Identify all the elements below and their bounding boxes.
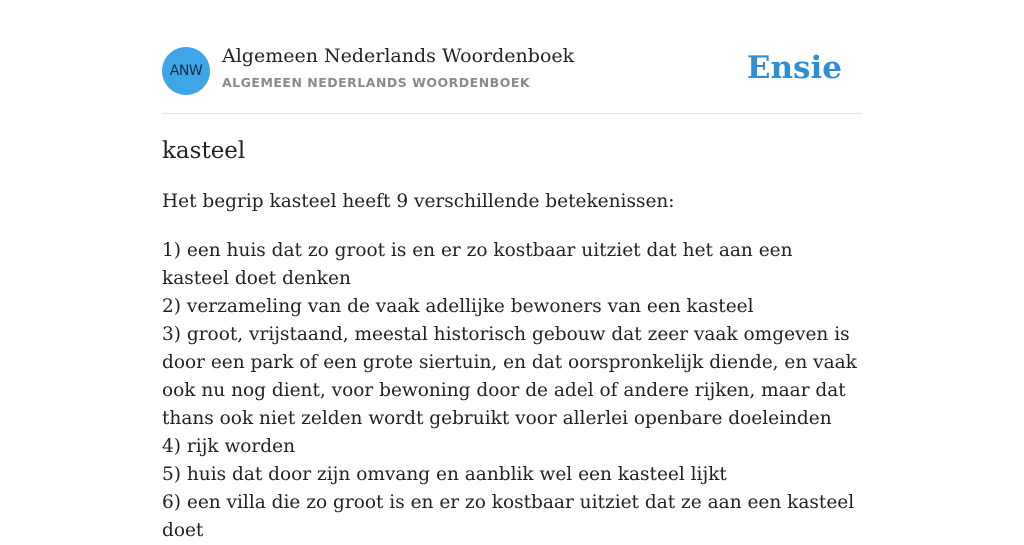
definition-item: 3) groot, vrijstaand, meestal historisch gebouw dat zeer vaak omgeven is door een park of een grote siertuin, en dat oorspronkelijk diende, en vaak ook nu nog dient, voor bewoning door de adel of andere rijken, maar dat thans ook niet zelden wordt gebruikt voor allerlei openbare doeleinden [162, 324, 857, 429]
definitions-list [162, 237, 862, 545]
source-title[interactable]: Algemeen Nederlands Woordenboek [222, 45, 575, 67]
definition-item: 4) rijk worden [162, 436, 295, 457]
content-container [162, 0, 862, 541]
source-header [162, 0, 862, 114]
entry-term: kasteel [162, 138, 246, 164]
definition-item: 6) een villa die zo groot is en er zo kostbaar uitziet dat ze aan een kasteel doet [162, 492, 855, 541]
definition-item: 2) verzameling van de vaak adellijke bewoners van een kasteel [162, 296, 754, 317]
definition-item: 1) een huis dat zo groot is en er zo kostbaar uitziet dat het aan een kasteel doet denken [162, 240, 793, 289]
source-subtitle: ALGEMEEN NEDERLANDS WOORDENBOEK [222, 75, 531, 90]
ensie-logo-link[interactable]: Ensie [746, 50, 842, 86]
anw-logo: ANW [162, 47, 210, 95]
definition-item: 5) huis dat door zijn omvang en aanblik wel een kasteel lijkt [162, 464, 727, 485]
entry-intro: Het begrip kasteel heeft 9 verschillende betekenissen: [162, 191, 675, 212]
